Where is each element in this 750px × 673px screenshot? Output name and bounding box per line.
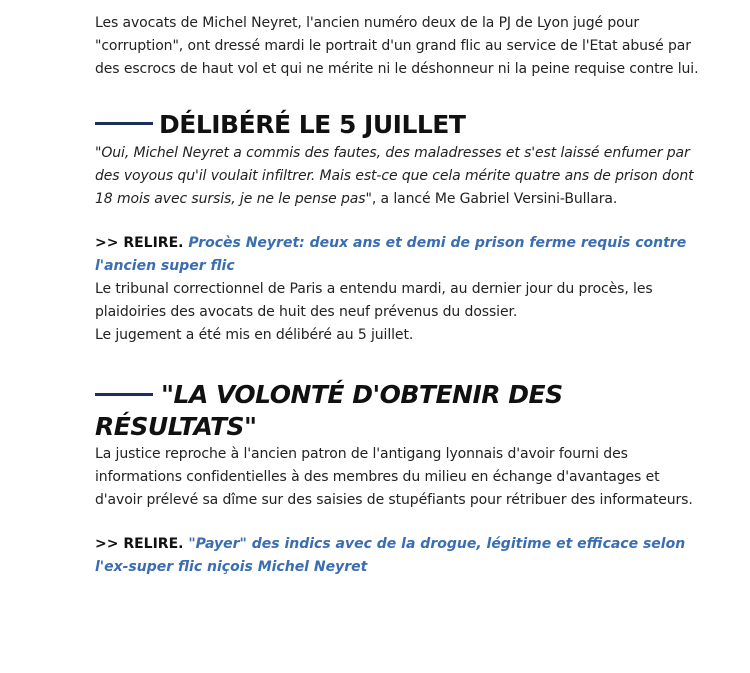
relire-block-1 bbox=[95, 232, 699, 278]
relire-link-proces-neyret[interactable]: Procès Neyret: deux ans et demi de prison ferme requis contre l'ancien super flic bbox=[95, 235, 687, 274]
relire-tag: >> RELIRE. bbox=[95, 536, 184, 552]
jugement-paragraph: Le jugement a été mis en délibéré au 5 juillet. bbox=[95, 327, 414, 343]
section-heading-volonte bbox=[95, 379, 699, 443]
quote-paragraph bbox=[95, 142, 699, 211]
tribunal-paragraph: Le tribunal correctionnel de Paris a entendu mardi, au dernier jour du procès, les plaidoiries des avocats de huit des neuf prévenus du dossier. bbox=[95, 281, 653, 320]
section-heading-text: "LA VOLONTÉ D'OBTENIR DES RÉSULTATS" bbox=[95, 380, 563, 441]
section-heading-deliberation bbox=[95, 108, 699, 142]
lawyer-quote: "Oui, Michel Neyret a commis des fautes, des maladresses et s'est laissé enfumer par des voyous qu'il voulait infiltrer. Mais est-ce que cela mérite quatre ans de prison dont 18 mois avec sursis, je ne le pense pas" bbox=[95, 145, 694, 207]
quote-attribution: , a lancé Me Gabriel Versini-Bullara. bbox=[371, 191, 618, 207]
heading-rule bbox=[95, 393, 153, 396]
relire-tag: >> RELIRE. bbox=[95, 235, 184, 251]
relire-link-payer-indics[interactable]: "Payer" des indics avec de la drogue, légitime et efficace selon l'ex-super flic niçois Michel Neyret bbox=[95, 536, 686, 575]
section-heading-text: DÉLIBÉRÉ LE 5 JUILLET bbox=[159, 110, 466, 139]
heading-rule bbox=[95, 122, 153, 125]
article-body bbox=[95, 0, 699, 579]
justice-paragraph: La justice reproche à l'ancien patron de l'antigang lyonnais d'avoir fourni des informations confidentielles à des membres du milieu en échange d'avantages et d'avoir prélevé sa dîme sur des saisies de stupéfiants pour rétribuer des informateurs. bbox=[95, 446, 693, 508]
relire-block-2 bbox=[95, 533, 699, 579]
intro-paragraph: Les avocats de Michel Neyret, l'ancien numéro deux de la PJ de Lyon jugé pour "corruption", ont dressé mardi le portrait d'un grand flic au service de l'Etat abusé par des escrocs de haut vol et qui ne mérite ni le déshonneur ni la peine requise contre lui. bbox=[95, 15, 699, 77]
